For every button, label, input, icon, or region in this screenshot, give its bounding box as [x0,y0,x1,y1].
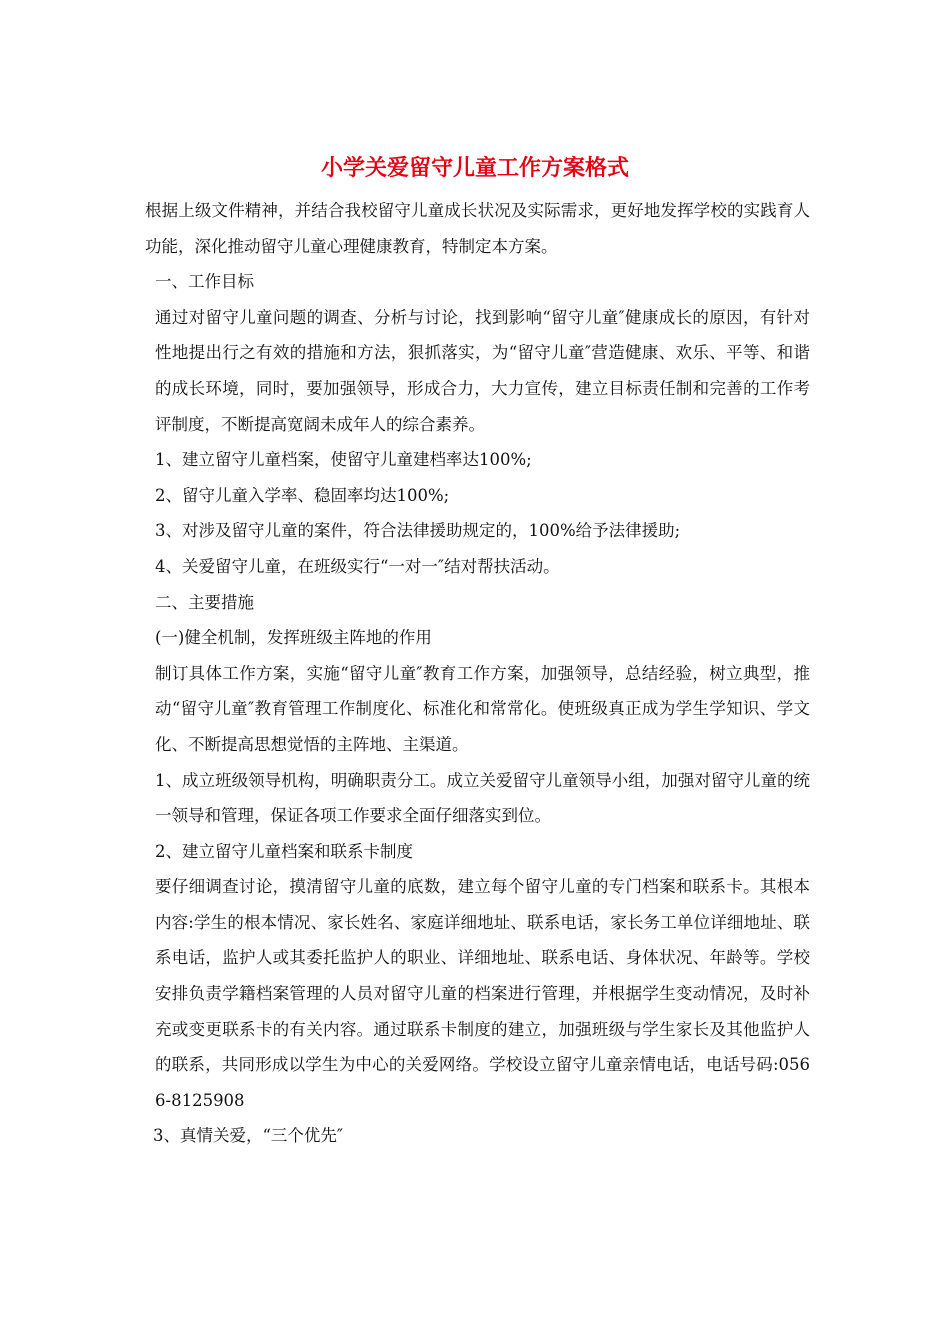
paragraph-intro: 根据上级文件精神，并结合我校留守儿童成长状况及实际需求，更好地发挥学校的实践育人功能，深化推动留守儿童心理健康教育，特制定本方案。 [145,201,810,256]
measure-item-2: 2、建立留守儿童档案和联系卡制度 [155,841,413,861]
paragraph-mechanism: 制订具体工作方案，实施“留守儿童″教育工作方案，加强领导，总结经验，树立典型，推动“留守儿童″教育管理工作制度化、标准化和常常化。使班级真正成为学生学知识、学文化、不断提高思想觉悟的主阵地、主渠道。 [155,663,810,754]
goal-item-3: 3、对涉及留守儿童的案件，符合法律援助规定的，100%给予法律援助; [155,521,681,541]
subheading-mechanism: (一)健全机制，发挥班级主阵地的作用 [155,628,432,648]
document-body [145,193,810,1154]
goal-item-1: 1、建立留守儿童档案，使留守儿童建档率达100%; [155,450,532,470]
heading-work-goals: 一、工作目标 [155,272,254,292]
goal-item-4: 4、关爱留守儿童，在班级实行“一对一″结对帮扶活动。 [155,556,560,576]
paragraph-archive: 要仔细调查讨论，摸清留守儿童的底数，建立每个留守儿童的专门档案和联系卡。其根本内容:学生的根本情况、家长姓名、家庭详细地址、联系电话，家长务工单位详细地址、联系电话，监护人或其委托监护人的职业、详细地址、联系电话、身体状况、年龄等。学校安排负责学籍档案管理的人员对留守儿童的档案进行管理，并根据学生变动情况，及时补充或变更联系卡的有关内容。通过联系卡制度的建立，加强班级与学生家长及其他监护人的联系，共同形成以学生为中心的关爱网络。学校设立留守儿童亲情电话，电话号码:0566-8125908 [155,877,810,1110]
measure-item-1: 1、成立班级领导机构，明确职责分工。成立关爱留守儿童领导小组，加强对留守儿童的统一领导和管理，保证各项工作要求全面仔细落实到位。 [155,770,810,826]
heading-main-measures: 二、主要措施 [155,592,254,612]
document-title: 小学关爱留守儿童工作方案格式 [320,155,629,181]
goal-item-2: 2、留守儿童入学率、稳固率均达100%; [155,485,450,505]
paragraph-goals: 通过对留守儿童问题的调查、分析与讨论，找到影响“留守儿童″健康成长的原因，有针对性地提出行之有效的措施和方法，狠抓落实，为“留守儿童″营造健康、欢乐、平等、和谐的成长环境，同时，要加强领导，形成合力，大力宣传，建立目标责任制和完善的工作考评制度，不断提高宽阔未成年人的综合素养。 [155,307,810,434]
measure-item-3: 3、真情关爱，“三个优先″ [153,1126,344,1146]
